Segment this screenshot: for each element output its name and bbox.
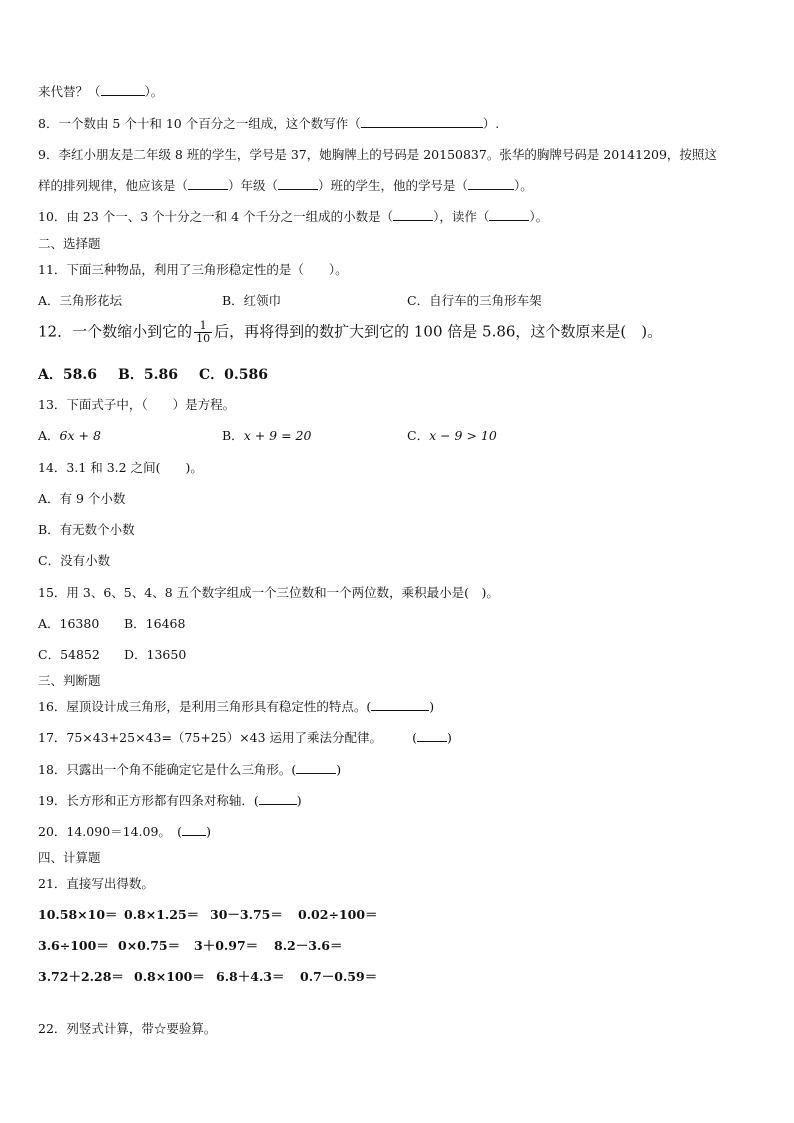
section-heading-calculation: 四、计算题 bbox=[38, 850, 101, 865]
answer-blank[interactable] bbox=[101, 83, 145, 96]
q9-text-c: ）班的学生，他的学号是（ bbox=[318, 178, 469, 193]
question-21: 21．直接写出得数。 bbox=[38, 876, 154, 891]
q9-line1-text: 9．李红小朋友是二年级 8 班的学生，学号是 37，她胸牌上的号码是 20150837。张华的胸牌号码是 20141209，按照这 bbox=[38, 147, 717, 162]
calc-item: 0.7－0.59＝ bbox=[300, 969, 378, 984]
option-b[interactable]: B．16468 bbox=[124, 616, 186, 631]
question-12 bbox=[38, 320, 662, 345]
option-c[interactable]: C．0.586 bbox=[199, 367, 268, 383]
option-c[interactable]: C．没有小数 bbox=[38, 553, 111, 568]
calc-item: 0.8×100＝ bbox=[134, 969, 205, 984]
section-heading-choice: 二、选择题 bbox=[38, 236, 101, 251]
question-9-line2 bbox=[38, 176, 533, 194]
answer-blank[interactable] bbox=[371, 698, 429, 711]
q16-close: ) bbox=[429, 699, 435, 714]
q9-text-a: 样的排列规律，他应该是（ bbox=[38, 178, 189, 193]
calc-item: 30－3.75＝ bbox=[210, 907, 283, 922]
q17-open: ( bbox=[412, 730, 417, 745]
q10-text-b: ），读作（ bbox=[433, 209, 490, 224]
calc-item: 0.02÷100＝ bbox=[298, 907, 378, 922]
q9-text-d: ）。 bbox=[514, 178, 533, 193]
option-b[interactable]: B．红领巾 bbox=[222, 293, 282, 308]
answer-blank[interactable] bbox=[188, 177, 228, 190]
answer-blank[interactable] bbox=[278, 177, 318, 190]
fraction-denominator: 10 bbox=[196, 332, 211, 345]
calc-item: 8.2－3.6＝ bbox=[274, 938, 343, 953]
q18-close: ) bbox=[336, 762, 342, 777]
section-heading-judgement: 三、判断题 bbox=[38, 673, 101, 688]
question-20 bbox=[38, 822, 211, 840]
expression-c: x − 9 > 10 bbox=[429, 428, 497, 443]
expression-a: 6x + 8 bbox=[59, 428, 101, 443]
question-9-line1 bbox=[38, 145, 717, 163]
q18-text: 18．只露出一个角不能确定它是什么三角形。( bbox=[38, 762, 297, 777]
option-d[interactable]: D．13650 bbox=[124, 647, 187, 662]
option-b[interactable] bbox=[222, 426, 311, 444]
q17-close: ) bbox=[446, 730, 452, 745]
q8-text: 8．一个数由 5 个十和 10 个百分之一组成，这个数写作（ bbox=[38, 116, 361, 131]
calc-item: 10.58×10＝ bbox=[38, 907, 118, 922]
calc-item: 3＋0.97＝ bbox=[194, 938, 259, 953]
question-11: 11．下面三种物品，利用了三角形稳定性的是（ ）。 bbox=[38, 262, 348, 277]
option-c-label: C． bbox=[407, 428, 430, 443]
q9-text-b: ）年级（ bbox=[228, 178, 279, 193]
option-b-label: B． bbox=[222, 428, 244, 443]
fraction-numerator: 1 bbox=[194, 320, 212, 333]
option-c[interactable] bbox=[407, 426, 497, 444]
question-14: 14．3.1 和 3.2 之间( )。 bbox=[38, 460, 203, 475]
answer-blank[interactable] bbox=[468, 177, 514, 190]
calc-item: 3.6÷100＝ bbox=[38, 938, 109, 953]
option-a[interactable]: A．有 9 个小数 bbox=[38, 491, 126, 506]
question-13: 13．下面式子中，（ ）是方程。 bbox=[38, 397, 236, 412]
answer-blank[interactable] bbox=[361, 115, 483, 128]
answer-blank[interactable] bbox=[182, 823, 206, 836]
q7-close: ）。 bbox=[144, 84, 164, 99]
question-22: 22．列竖式计算，带☆要验算。 bbox=[38, 1021, 217, 1036]
q7-text: 来代替？（ bbox=[38, 84, 101, 99]
option-b[interactable]: B．有无数个小数 bbox=[38, 522, 135, 537]
fraction-one-tenth bbox=[194, 320, 212, 345]
q10-text-c: ）。 bbox=[529, 209, 549, 224]
q10-text-a: 10．由 23 个一、3 个十分之一和 4 个千分之一组成的小数是（ bbox=[38, 209, 394, 224]
question-15: 15．用 3、6、5、4、8 五个数字组成一个三位数和一个两位数，乘积最小是( )。 bbox=[38, 585, 499, 600]
answer-blank[interactable] bbox=[417, 729, 447, 742]
question-18 bbox=[38, 760, 341, 778]
option-a[interactable]: A．三角形花坛 bbox=[38, 293, 123, 308]
q17-text: 17．75×43+25×43=（75+25）×43 运用了乘法分配律。 bbox=[38, 730, 383, 745]
question-8 bbox=[38, 114, 499, 132]
question-7-tail bbox=[38, 82, 163, 100]
q12-text-b: 后，再将得到的数扩大到它的 100 倍是 5.86，这个数原来是( )。 bbox=[214, 322, 663, 341]
option-a[interactable] bbox=[38, 426, 101, 444]
expression-b: x + 9 = 20 bbox=[243, 428, 312, 443]
q12-text-a: 12．一个数缩小到它的 bbox=[38, 322, 193, 341]
answer-blank[interactable] bbox=[393, 208, 433, 221]
answer-blank[interactable] bbox=[489, 208, 529, 221]
question-16 bbox=[38, 697, 434, 715]
answer-blank[interactable] bbox=[296, 761, 336, 774]
q20-close: ) bbox=[206, 824, 211, 839]
calc-item: 3.72＋2.28＝ bbox=[38, 969, 124, 984]
calc-item: 0×0.75＝ bbox=[118, 938, 181, 953]
calc-item: 0.8×1.25＝ bbox=[124, 907, 200, 922]
q19-text: 19．长方形和正方形都有四条对称轴．( bbox=[38, 793, 259, 808]
calc-item: 6.8＋4.3＝ bbox=[216, 969, 285, 984]
question-10 bbox=[38, 207, 548, 225]
option-b[interactable]: B．5.86 bbox=[118, 367, 178, 383]
q16-text: 16．屋顶设计成三角形，是利用三角形具有稳定性的特点。( bbox=[38, 699, 372, 714]
q20-text: 20．14.090＝14.09。 ( bbox=[38, 824, 183, 839]
option-c[interactable]: C．自行车的三角形车架 bbox=[407, 293, 542, 308]
q8-close: ）. bbox=[482, 116, 500, 131]
option-a[interactable]: A．16380 bbox=[38, 616, 100, 631]
question-19 bbox=[38, 791, 302, 809]
answer-blank[interactable] bbox=[259, 792, 297, 805]
q19-close: ) bbox=[296, 793, 302, 808]
option-a[interactable]: A．58.6 bbox=[38, 367, 97, 383]
option-c[interactable]: C．54852 bbox=[38, 647, 100, 662]
question-17 bbox=[38, 728, 452, 746]
option-a-label: A． bbox=[38, 428, 60, 443]
